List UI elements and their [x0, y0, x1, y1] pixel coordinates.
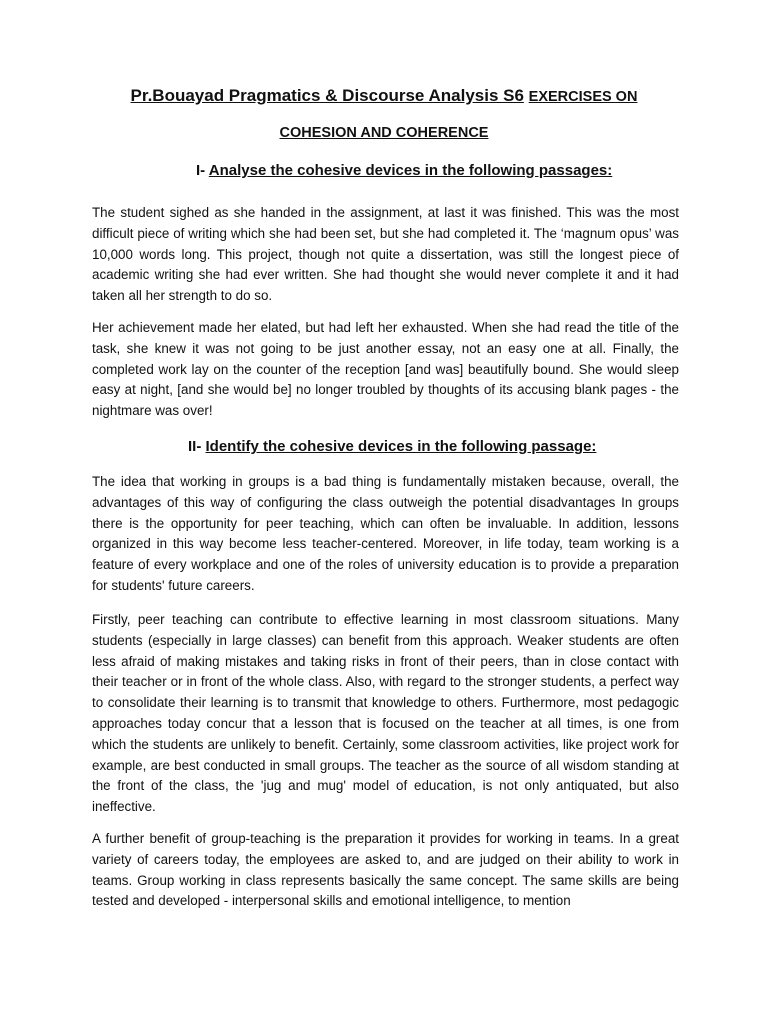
document-title-suffix: EXERCISES ON — [528, 89, 638, 105]
section2-paragraph-1: The idea that working in groups is a bad thing is fundamentally mistaken because, overall, the advantages of this way of configuring the class outweigh the potential disadvantages In groups there is the opportunity for peer teaching, which can often be invaluable. In addition, lessons organized in this way become less teacher-centered. Moreover, in life today, team working is a feature of every workplace and one of the roles of university education is to provide a preparation for students' future careers. — [92, 474, 679, 593]
document-title-main: Pr.Bouayad Pragmatics & Discourse Analysis S6 — [130, 86, 524, 105]
section2-paragraph-3: A further benefit of group-teaching is the preparation it provides for working in teams. In a great variety of careers today, the employees are asked to, and are judged on their ability to work in teams. Group working in class represents basically the same concept. The same skills are being tested and developed - interpersonal skills and emotional intelligence, to mention — [92, 831, 679, 909]
section1-heading-text: Analyse the cohesive devices in the following passages: — [208, 162, 613, 179]
section2-heading — [188, 438, 596, 455]
section1-number: I- — [196, 162, 209, 179]
section1-heading — [196, 162, 612, 179]
document-subtitle: COHESION AND COHERENCE — [279, 125, 489, 141]
section2-paragraph-2: Firstly, peer teaching can contribute to effective learning in most classroom situations. Many students (especially in large classes) can benefit from this approach. Weaker students are often less afraid of making mistakes and taking risks in front of their peers, than in close contact with their teacher or in front of the whole class. Also, with regard to the stronger students, a perfect way to consolidate their learning is to transmit that knowledge to others. Furthermore, most pedagogic approaches today concur that a lesson that is focused on the teacher at all times, is one from which the students are unlikely to benefit. Certainly, some classroom activities, like project work for example, are best conducted in small groups. The teacher as the source of all wisdom standing at the front of the class, the 'jug and mug' model of education, is not only antiquated, but also ineffective. — [92, 612, 679, 815]
section2-number: II- — [188, 438, 206, 455]
section2-heading-text: Identify the cohesive devices in the following passage: — [205, 438, 597, 455]
document-title — [0, 86, 768, 106]
section1-paragraph-2: Her achievement made her elated, but had left her exhausted. When she had read the title of the task, she knew it was not going to be just another essay, not an easy one at all. Finally, the completed work lay on the counter of the reception [and was] beautifully bound. She would sleep easy at night, [and she would be] no longer troubled by thoughts of its accusing blank pages - the nightmare was over! — [92, 320, 679, 419]
section1-paragraph-1: The student sighed as she handed in the assignment, at last it was finished. This was the most difficult piece of writing which she had been set, but she had completed it. The ‘magnum opus’ was 10,000 words long. This project, though not quite a dissertation, was still the longest piece of academic writing she had ever written. She had thought she would never complete it and it had taken all her strength to do so. — [92, 205, 679, 304]
